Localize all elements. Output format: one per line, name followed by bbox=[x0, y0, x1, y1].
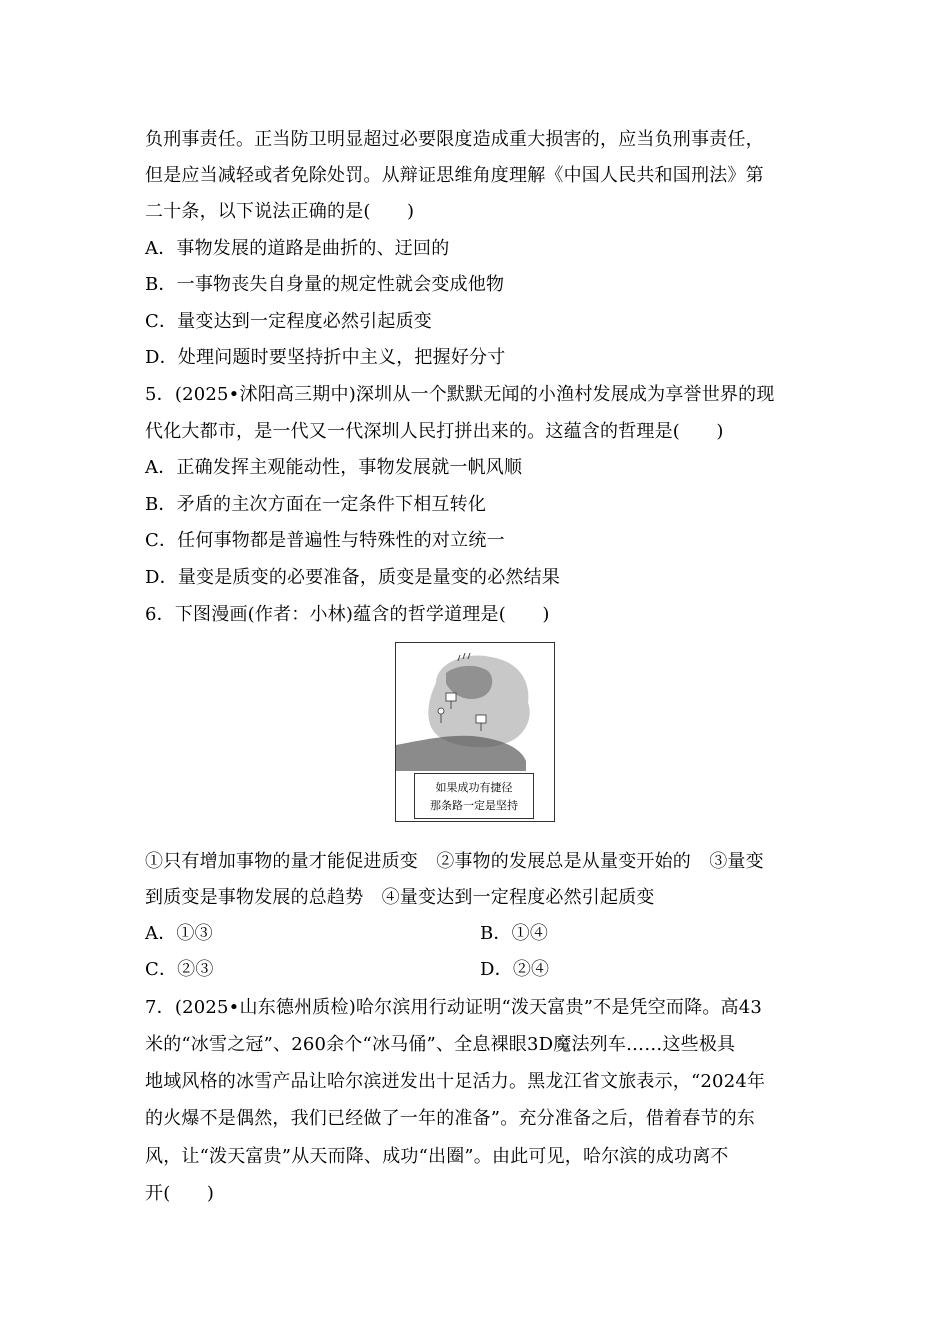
q7-stem-line-3: 地域风格的冰雪产品让哈尔滨迸发出十足活力。黑龙江省文旅表示，“2024年 bbox=[145, 1071, 766, 1092]
q4-option-c: C．量变达到一定程度必然引起质变 bbox=[145, 311, 432, 332]
q6-option-a: A．①③ bbox=[145, 923, 213, 944]
cartoon-illustration bbox=[396, 643, 553, 771]
q6-option-c: C．②③ bbox=[145, 959, 214, 980]
cartoon-caption-line-2: 那条路一定是坚持 bbox=[430, 799, 518, 812]
q7-stem-line-6: 开( ) bbox=[145, 1183, 215, 1204]
q5-stem-line-2: 代化大都市，是一代又一代深圳人民打拼出来的。这蕴含的哲理是( ) bbox=[145, 421, 724, 442]
cartoon-caption bbox=[414, 773, 534, 819]
q5-option-d: D．量变是质变的必要准备，质变是量变的必然结果 bbox=[145, 567, 561, 588]
q7-stem-line-2: 米的“冰雪之冠”、260余个“冰马俑”、全息裸眼3D魔法列车……这些极具 bbox=[145, 1034, 736, 1055]
q4-option-d: D．处理问题时要坚持折中主义，把握好分寸 bbox=[145, 347, 506, 368]
q6-statements-line-2: 到质变是事物发展的总趋势 ④量变达到一定程度必然引起质变 bbox=[145, 887, 655, 908]
q7-stem-line-1: 7．(2025•山东德州质检)哈尔滨用行动证明“泼天富贵”不是凭空而降。高43 bbox=[145, 997, 763, 1018]
cartoon-figure bbox=[395, 642, 555, 822]
q5-option-c: C．任何事物都是普遍性与特殊性的对立统一 bbox=[145, 530, 505, 551]
q6-stem: 6．下图漫画(作者：小林)蕴含的哲学道理是( ) bbox=[145, 604, 550, 625]
q6-option-d: D．②④ bbox=[480, 959, 550, 980]
q4-stem-line-2: 但是应当减轻或者免除处罚。从辩证思维角度理解《中国人民共和国刑法》第 bbox=[145, 165, 764, 186]
q5-option-a: A．正确发挥主观能动性，事物发展就一帆风顺 bbox=[145, 457, 523, 478]
q5-option-b: B．矛盾的主次方面在一定条件下相互转化 bbox=[145, 494, 487, 515]
q7-stem-line-5: 风，让“泼天富贵”从天而降、成功“出圈”。由此可见，哈尔滨的成功离不 bbox=[145, 1146, 729, 1167]
q4-stem-line-1: 负刑事责任。正当防卫明显超过必要限度造成重大损害的，应当负刑事责任， bbox=[145, 129, 764, 150]
q4-option-a: A．事物发展的道路是曲折的、迂回的 bbox=[145, 238, 450, 259]
q6-statements-line-1: ①只有增加事物的量才能促进质变 ②事物的发展总是从量变开始的 ③量变 bbox=[145, 851, 764, 872]
q7-stem-line-4: 的火爆不是偶然，我们已经做了一年的准备”。充分准备之后，借着春节的东 bbox=[145, 1108, 755, 1129]
q4-stem-line-3: 二十条，以下说法正确的是( ) bbox=[145, 201, 415, 222]
q4-option-b: B．一事物丧失自身量的规定性就会变成他物 bbox=[145, 274, 505, 295]
q5-stem-line-1: 5．(2025•沭阳高三期中)深圳从一个默默无闻的小渔村发展成为享誉世界的现 bbox=[145, 384, 775, 405]
cartoon-caption-line-1: 如果成功有捷径 bbox=[435, 781, 513, 794]
q6-option-b: B．①④ bbox=[480, 923, 549, 944]
